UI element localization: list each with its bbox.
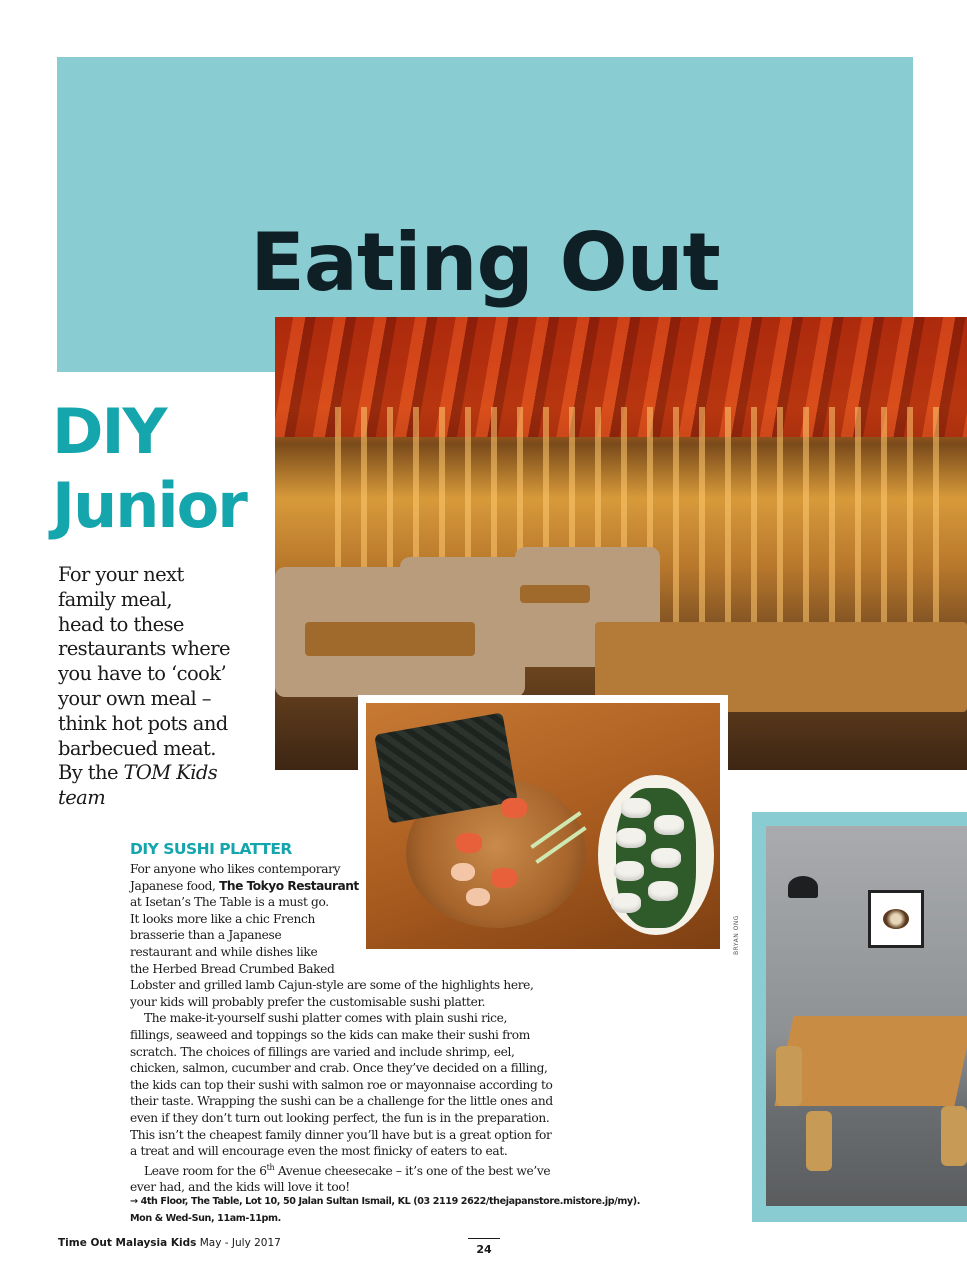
restaurant-name: The Tokyo Restaurant <box>219 878 359 893</box>
coconut-picture-icon <box>883 909 909 929</box>
article-line: Lobster and grilled lamb Cajun-style are some of the highlights here, <box>130 978 534 993</box>
kicker-line-2: Junior <box>52 469 246 542</box>
standfirst-line: you have to ‘cook’ <box>58 662 227 686</box>
standfirst-line: restaurants where <box>58 637 230 661</box>
rice-ball <box>654 815 684 835</box>
article-line: fillings, seaweed and toppings so the kids can make their sushi from <box>130 1027 530 1042</box>
wall-lamp-icon <box>788 876 818 898</box>
article-line: This isn’t the cheapest family dinner you’ll have but is a great option for <box>130 1127 552 1142</box>
standfirst-line: barbecued meat. <box>58 736 216 760</box>
venue-address: → 4th Floor, The Table, Lot 10, 50 Jalan Sultan Ismail, KL (03 2119 2622/thejapanstore.mistore.jp/my). <box>130 1196 641 1207</box>
publication-name: Time Out Malaysia Kids <box>58 1237 197 1249</box>
standfirst-line: think hot pots and <box>58 711 228 735</box>
rice-ball <box>611 893 641 913</box>
standfirst-line: head to these <box>58 612 184 636</box>
dining-table <box>774 1016 967 1106</box>
article-line: their taste. Wrapping the sushi can be a challenge for the little ones and <box>130 1094 553 1109</box>
rice-ball <box>614 861 644 881</box>
article-line <box>130 878 570 895</box>
salmon-piece <box>501 798 527 818</box>
article-line: the kids can top their sushi with salmon roe or mayonnaise according to <box>130 1077 553 1092</box>
kicker-line-1: DIY <box>52 395 166 468</box>
byline-last: team <box>58 786 106 810</box>
byline <box>58 761 258 786</box>
article-line: scratch. The choices of fillings are varied and include shrimp, eel, <box>130 1044 515 1059</box>
rice-ball <box>651 848 681 868</box>
article-line: the Herbed Bread Crumbed Baked <box>130 961 335 976</box>
byline-prefix: By the <box>58 761 124 785</box>
article-text: Japanese food, <box>130 878 220 893</box>
article-line: chicken, salmon, cucumber and crab. Once they’ve decided on a filling, <box>130 1061 548 1076</box>
article-body <box>130 861 570 1196</box>
folio-rule <box>468 1238 500 1239</box>
article-line: The make-it-yourself sushi platter comes with plain sushi rice, <box>144 1011 507 1026</box>
ordinal-suffix: th <box>266 1162 275 1172</box>
byline-team: TOM Kids <box>123 761 218 785</box>
framed-picture <box>868 890 924 948</box>
venue-hours: Mon & Wed-Sun, 11am-11pm. <box>130 1213 281 1224</box>
rice-ball <box>616 828 646 848</box>
article-line: restaurant and while dishes like <box>130 944 318 959</box>
footer <box>58 1237 281 1249</box>
article-text: Avenue cheesecake – it’s one of the best we’ve <box>274 1163 551 1178</box>
feature-kicker <box>52 395 246 543</box>
standfirst-line: family meal, <box>58 587 172 611</box>
article-line: ever had, and the kids will love it too! <box>130 1180 350 1195</box>
chair <box>806 1111 832 1171</box>
article-line <box>130 1160 570 1180</box>
article-line: at Isetan’s The Table is a must go. <box>130 895 329 910</box>
rice-ball <box>648 881 678 901</box>
article-line: It looks more like a chic French <box>130 911 315 926</box>
dining-room-photo <box>752 812 967 1222</box>
dining-photo-inner <box>766 826 967 1206</box>
section-heading: DIY SUSHI PLATTER <box>130 840 292 858</box>
dining-table <box>305 622 475 656</box>
venue-info <box>130 1193 641 1227</box>
photo-credit: BRYAN ONG <box>733 915 740 955</box>
article-line: a treat and will encourage even the most finicky of eaters to eat. <box>130 1144 508 1159</box>
issue-date: May - July 2017 <box>196 1237 281 1249</box>
article-line: your kids will probably prefer the customisable sushi platter. <box>130 994 486 1009</box>
page-number: 24 <box>476 1243 492 1256</box>
page-title: Eating Out <box>250 215 720 309</box>
salmon-piece <box>456 833 482 853</box>
standfirst-line: your own meal – <box>58 686 211 710</box>
standfirst <box>58 563 258 811</box>
article-text: Leave room for the 6 <box>144 1163 267 1178</box>
standfirst-line: For your next <box>58 563 184 586</box>
article-line: brasserie than a Japanese <box>130 928 282 943</box>
chair <box>776 1046 802 1106</box>
dining-table <box>520 585 590 603</box>
rice-ball <box>621 798 651 818</box>
chair <box>941 1106 967 1166</box>
article-line: even if they don’t turn out looking perfect, the fun is in the preparation. <box>130 1110 550 1125</box>
article-line: For anyone who likes contemporary <box>130 862 341 876</box>
